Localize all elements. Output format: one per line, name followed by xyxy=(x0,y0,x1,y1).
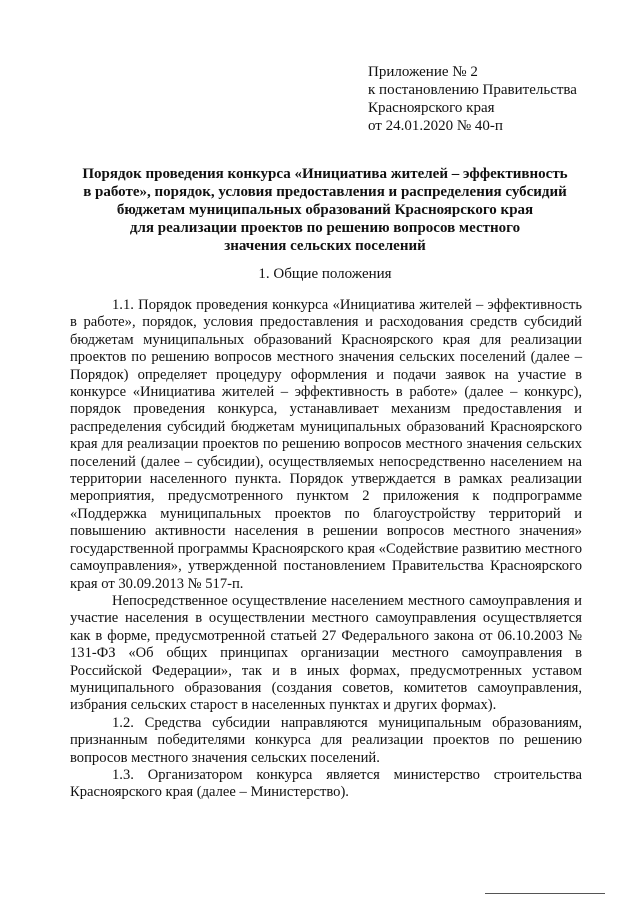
title-line: значения сельских поселений xyxy=(224,238,426,254)
document-body xyxy=(70,297,582,802)
paragraph-1-3: 1.3. Организатором конкурса является министерство строительства Красноярского края (далее – Министерство). xyxy=(70,766,582,801)
title-line: Порядок проведения конкурса «Инициатива жителей – эффективность xyxy=(82,166,568,182)
appendix-resolution: к постановлению Правительства xyxy=(368,82,577,98)
title-line: в работе», порядок, условия предоставления и распределения субсидий xyxy=(83,184,567,200)
paragraph-1-2: 1.2. Средства субсидии направляются муниципальным образованиям, признанным победителями конкурса для реализации проектов по решению вопросов местного значения сельских поселений. xyxy=(70,714,582,766)
paragraph-1-1: 1.1. Порядок проведения конкурса «Инициатива жителей – эффективность в работе», порядок, условия предоставления и расходования средств субсидий бюджетам муниципальных образований Красноярского края для реализации проектов по решению вопросов местного значения сельских поселений (далее – Порядок) определяет процедуру оформления и подачи заявок на участие в конкурсе «Инициатива жителей – эффективность в работе» (далее – конкурс), порядок проведения конкурса, устанавливает механизм предоставления и распределения субсидий бюджетам муниципальных образований Красноярского края для реализации проектов по решению вопросов местного значения сельских поселений (далее – субсидии), осуществляемых непосредственно населением на территории населенного пункта. Порядок утверждается в рамках реализации мероприятия, предусмотренного пунктом 2 приложения к подпрограмме «Поддержка муниципальных проектов по благоустройству территорий и повышению активности населения в решении вопросов местного значения» государственной программы Красноярского края «Содействие развитию местного самоуправления», утвержденной постановлением Правительства Красноярского края от 30.09.2013 № 517-п. xyxy=(70,297,582,592)
title-line: бюджетам муниципальных образований Красноярского края xyxy=(116,202,534,218)
document-title xyxy=(70,165,580,255)
appendix-date: от 24.01.2020 № 40-п xyxy=(368,118,503,134)
section-heading: 1. Общие положения xyxy=(258,266,392,282)
appendix-number: Приложение № 2 xyxy=(368,64,478,80)
paragraph-self-government: Непосредственное осуществление населением местного самоуправления и участие населения в осуществлении местного самоуправления осуществляется как в форме, предусмотренной статьей 27 Федерального закона от 06.10.2003 № 131-ФЗ «Об общих принципах организации местного самоуправления в Российской Федерации», так и в иных формах, предусмотренных уставом муниципального образования (создания советов, комитетов самоуправления, избрания сельских старост в населенных пунктах и других формах). xyxy=(70,592,582,714)
appendix-reference xyxy=(368,63,628,135)
title-line: для реализации проектов по решению вопросов местного xyxy=(129,220,521,236)
appendix-region: Красноярского края xyxy=(368,100,495,116)
footer-divider xyxy=(485,893,605,894)
